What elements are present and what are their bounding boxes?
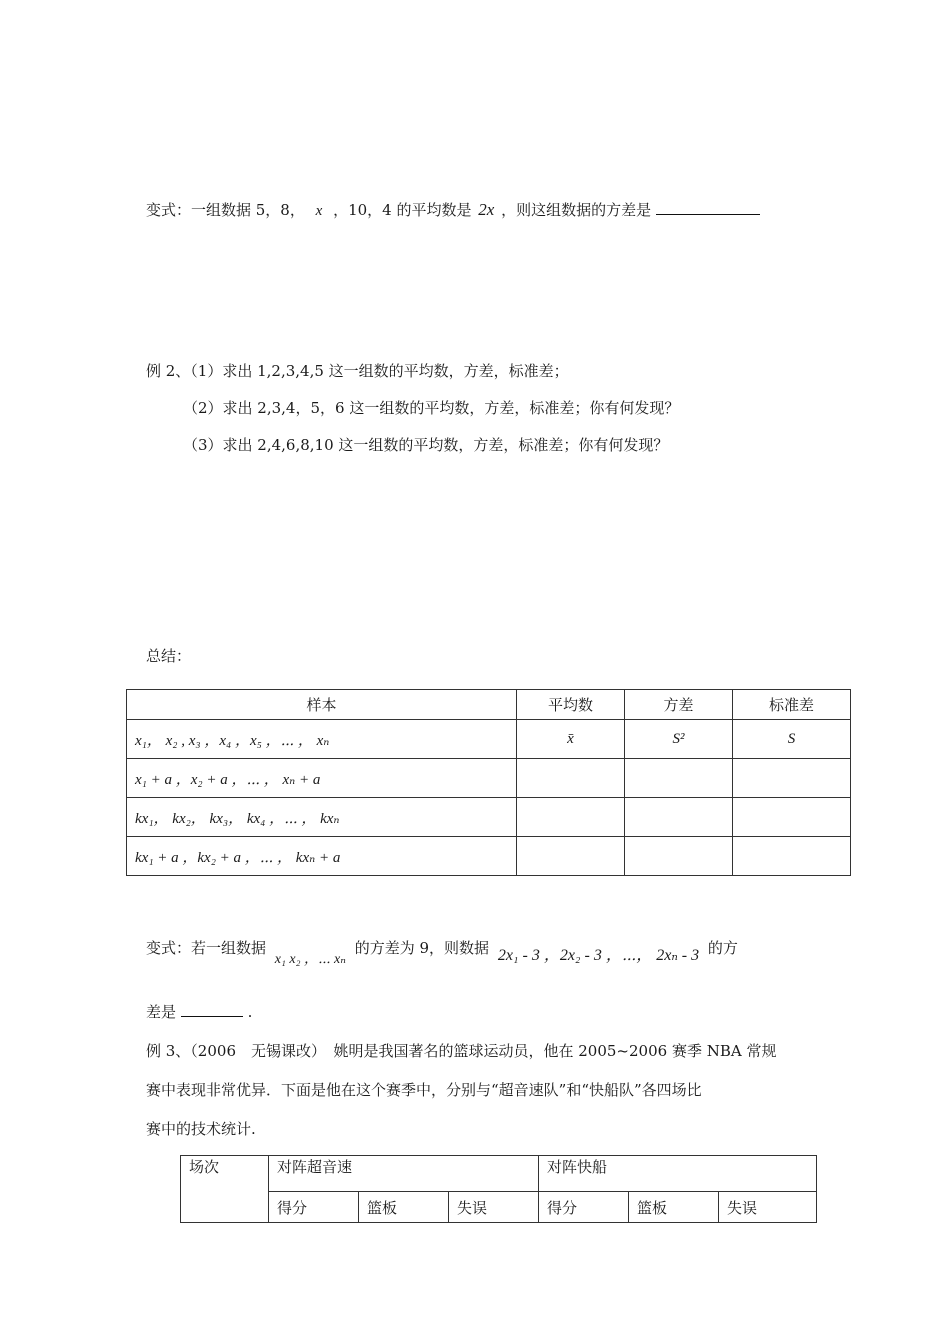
std-cell[interactable]: [733, 837, 851, 876]
summary-row: [127, 720, 851, 759]
summary-row: [127, 759, 851, 798]
variance-cell[interactable]: [625, 837, 733, 876]
mean-cell[interactable]: [517, 798, 625, 837]
mean-cell[interactable]: [517, 837, 625, 876]
summary-label: 总结：: [146, 647, 192, 665]
sample-cell: kx₁ + a ，kx₂ + a ，⋯ ， kxₙ + a: [127, 837, 517, 876]
sample-cell: kx₁， kx₂， kx₃， kx₄ ，⋯ ， kxₙ: [127, 798, 517, 837]
example3-line2: 赛中表现非常优异．下面是他在这个赛季中，分别与“超音速队”和“快船队”各四场比: [146, 1081, 702, 1099]
mean-cell[interactable]: [517, 759, 625, 798]
sample-cell: x₁ + a ，x₂ + a ，⋯ ， xₙ + a: [127, 759, 517, 798]
header-variance: 方差: [625, 690, 733, 720]
variance-cell[interactable]: [625, 759, 733, 798]
header-sample: 样本: [127, 690, 517, 720]
std-cell[interactable]: [733, 759, 851, 798]
header-std: 标准差: [733, 690, 851, 720]
header-vs-clippers: 对阵快船: [539, 1156, 817, 1192]
example2-q1: 例 2、（1）求出 1,2,3,4,5 这一组数的平均数，方差，标准差；: [146, 362, 569, 380]
stats-header-row: [181, 1156, 817, 1192]
stats-subheader-row: [181, 1192, 817, 1223]
header-rebounds: 篮板: [629, 1192, 719, 1223]
header-turnovers: 失误: [449, 1192, 539, 1223]
variant2-line2-end: .: [247, 1003, 253, 1021]
header-mean: 平均数: [517, 690, 625, 720]
header-vs-supersonics: 对阵超音速: [269, 1156, 539, 1192]
variant2-line2: [146, 1002, 252, 1022]
example2-q3: （3）求出 2,4,6,8,10 这一组数的平均数，方差，标准差；你有何发现？: [183, 436, 669, 454]
variance-cell: S²: [625, 720, 733, 759]
variant1-prefix: 变式：一组数据 5，8，: [146, 201, 305, 219]
summary-table: [126, 689, 851, 876]
answer-blank[interactable]: [656, 214, 760, 215]
mean-cell: x̄: [517, 720, 625, 759]
variant2-mid: 的方差为 9，则数据: [354, 939, 490, 957]
header-points: 得分: [269, 1192, 359, 1223]
summary-header-row: [127, 690, 851, 720]
sample-cell: x₁， x₂ , x₃ ，x₄ ，x₅ ，⋯ ， xₙ: [127, 720, 517, 759]
variant1-line: [146, 200, 760, 221]
summary-row: [127, 837, 851, 876]
header-game: 场次: [181, 1156, 269, 1223]
variance-answer-blank[interactable]: [181, 1016, 243, 1017]
example2-q2: （2）求出 2,3,4，5，6 这一组数的平均数，方差，标准差；你有何发现？: [183, 399, 680, 417]
header-points: 得分: [539, 1192, 629, 1223]
variable-x: x: [315, 203, 323, 219]
std-cell[interactable]: [733, 798, 851, 837]
variant2-line2-text: 差是: [146, 1003, 177, 1021]
header-rebounds: 篮板: [359, 1192, 449, 1223]
variant2-transformed: 2x₁ - 3 ，2x₂ - 3 ，⋯， 2xₙ - 3: [497, 947, 700, 964]
summary-row: [127, 798, 851, 837]
header-turnovers: 失误: [719, 1192, 817, 1223]
variance-cell[interactable]: [625, 798, 733, 837]
variant1-suffix: ，则这组数据的方差是: [501, 201, 652, 219]
std-cell: S: [733, 720, 851, 759]
example3-line3: 赛中的技术统计.: [146, 1120, 256, 1138]
variant2-prefix: 变式：若一组数据: [146, 939, 267, 957]
expression-2x: 2x: [478, 200, 495, 219]
variant2-line: [146, 938, 738, 967]
example3-line1: 例 3、（2006 无锡课改） 姚明是我国著名的篮球运动员，他在 2005~2006 赛季 NBA 常规: [146, 1042, 777, 1060]
variant1-mid: ，10，4 的平均数是: [333, 201, 472, 219]
stats-table: [180, 1155, 817, 1223]
variant2-sequence: x₁ x₂ ，⋯ xₙ: [274, 952, 346, 967]
variant2-suffix: 的方: [707, 939, 738, 957]
